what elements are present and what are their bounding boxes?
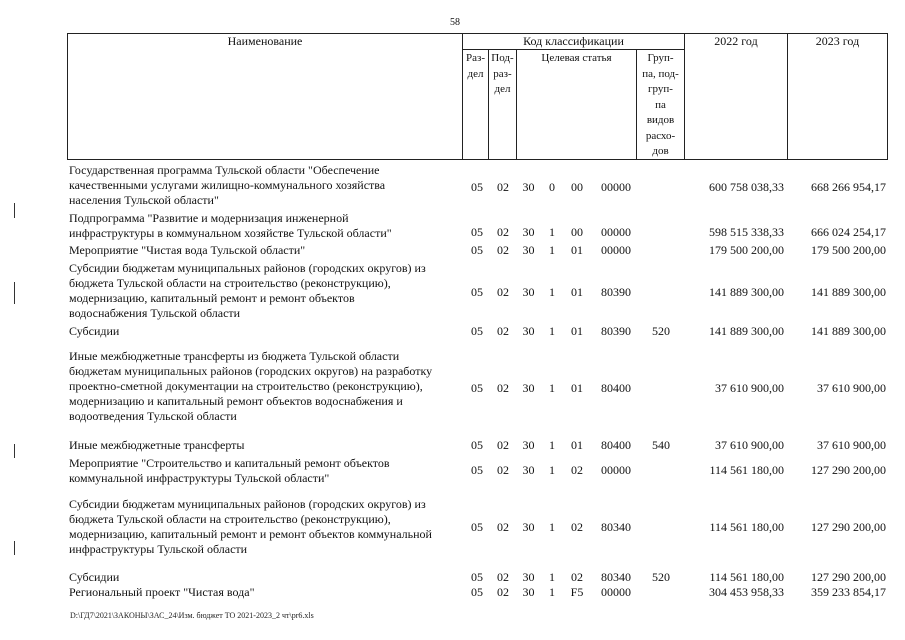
cell-r: 05 [471, 438, 483, 452]
cell-c4: 80340 [601, 570, 631, 584]
cell-v2022: 114 561 180,00 [709, 463, 784, 477]
cell-c4: 80340 [601, 520, 631, 534]
row-name: Субсидии [69, 324, 120, 338]
cell-v2022: 37 610 900,00 [715, 381, 784, 395]
cell-c3: 02 [571, 520, 583, 534]
row-name: Субсидии бюджетам муниципальных районов (городских округов) из бюджета Тульской области на строительство (реконструкцию), модернизацию, капитальный ремонт и ремонт объектов коммунальной инфраструктуры Тульской области [69, 497, 432, 556]
cell-c3: 00 [571, 180, 583, 194]
header-razdel: Раз- дел [465, 52, 485, 80]
cell-v2022: 141 889 300,00 [709, 285, 784, 299]
row-name: Иные межбюджетные трансферты из бюджета Тульской области бюджетам муниципальных районов (городских округов) на разработку проектно-сметной документации на строительство (реконструкцию), модернизацию и капитальный ремонт объектов водоснабжения и водоотведения Тульской области [69, 349, 433, 423]
cell-v2023: 37 610 900,00 [817, 381, 886, 395]
cell-r: 05 [471, 285, 483, 299]
row-name: Субсидии [69, 570, 120, 584]
cell-v2023: 127 290 200,00 [811, 463, 886, 477]
cell-c4: 00000 [601, 225, 631, 239]
margin-mark [14, 541, 15, 555]
cell-r: 05 [471, 243, 483, 257]
cell-c2: 1 [549, 285, 555, 299]
cell-c4: 80390 [601, 285, 631, 299]
cell-c1: 30 [522, 225, 535, 239]
cell-r: 05 [471, 324, 483, 338]
cell-r: 05 [471, 180, 483, 194]
cell-v2023: 37 610 900,00 [817, 438, 886, 452]
cell-c3: 01 [571, 285, 583, 299]
cell-v2023: 141 889 300,00 [811, 324, 886, 338]
cell-v2023: 359 233 854,17 [811, 585, 886, 599]
margin-mark [14, 444, 15, 458]
cell-c1: 30 [522, 585, 535, 599]
cell-c1: 30 [522, 381, 535, 395]
cell-c4: 00000 [601, 243, 631, 257]
cell-c4: 00000 [601, 463, 631, 477]
margin-mark [14, 203, 15, 218]
header-target: Целевая статья [541, 52, 612, 64]
cell-vr: 520 [652, 324, 670, 338]
row-name: Мероприятие "Строительство и капитальный ремонт объектов коммунальной инфраструктуры Тульской области" [69, 456, 390, 485]
row-name: Субсидии бюджетам муниципальных районов (городских округов) из бюджета Тульской области на строительство (реконструкцию), модернизацию, капитальный ремонт и ремонт объектов водоснабжения Тульской области [69, 261, 426, 320]
cell-pr: 02 [497, 438, 509, 452]
cell-c3: 00 [571, 225, 583, 239]
cell-c4: 00000 [601, 585, 631, 599]
cell-pr: 02 [497, 180, 509, 194]
cell-c1: 30 [522, 570, 535, 584]
cell-v2023: 127 290 200,00 [811, 570, 886, 584]
cell-v2022: 114 561 180,00 [709, 570, 784, 584]
cell-c1: 30 [522, 438, 535, 452]
cell-v2022: 37 610 900,00 [715, 438, 784, 452]
cell-c2: 1 [549, 520, 555, 534]
cell-c1: 30 [522, 324, 535, 338]
cell-c2: 1 [549, 438, 555, 452]
cell-c1: 30 [522, 285, 535, 299]
cell-v2023: 179 500 200,00 [811, 243, 886, 257]
cell-pr: 02 [497, 225, 509, 239]
cell-pr: 02 [497, 585, 509, 599]
row-name: Мероприятие "Чистая вода Тульской области" [69, 243, 306, 257]
cell-v2022: 304 453 958,33 [709, 585, 784, 599]
cell-c4: 80400 [601, 381, 631, 395]
cell-pr: 02 [497, 381, 509, 395]
cell-vr: 540 [652, 438, 670, 452]
row-name: Иные межбюджетные трансферты [69, 438, 245, 452]
cell-v2022: 598 515 338,33 [709, 225, 784, 239]
cell-c3: 02 [571, 463, 583, 477]
cell-pr: 02 [497, 570, 509, 584]
cell-r: 05 [471, 381, 483, 395]
row-name: Государственная программа Тульской области "Обеспечение качественными услугами жилищно-коммунального хозяйства населения Тульской области" [69, 163, 386, 207]
cell-v2022: 600 758 038,33 [709, 180, 784, 194]
cell-pr: 02 [497, 243, 509, 257]
cell-pr: 02 [497, 463, 509, 477]
cell-v2023: 668 266 954,17 [811, 180, 886, 194]
file-path-footer: D:\ГД7\2021\ЗАКОНЫ\ЗАС_24\Изм. бюджет ТО 2021-2023_2 чт\pr6.xls [70, 611, 314, 620]
cell-pr: 02 [497, 520, 509, 534]
cell-v2022: 141 889 300,00 [709, 324, 784, 338]
cell-c3: 01 [571, 381, 583, 395]
cell-c2: 1 [549, 570, 555, 584]
cell-pr: 02 [497, 285, 509, 299]
cell-vr: 520 [652, 570, 670, 584]
cell-c3: 01 [571, 438, 583, 452]
cell-c3: 01 [571, 324, 583, 338]
cell-v2022: 114 561 180,00 [709, 520, 784, 534]
header-podrazdel: Под- раз- дел [491, 52, 514, 95]
header-2023: 2023 год [815, 34, 860, 48]
cell-c4: 00000 [601, 180, 631, 194]
cell-v2023: 666 024 254,17 [811, 225, 886, 239]
cell-v2023: 127 290 200,00 [811, 520, 886, 534]
cell-c2: 1 [549, 225, 555, 239]
row-name: Подпрограмма "Развитие и модернизация инженерной инфраструктуры в коммунальном хозяйстве Тульской области" [69, 211, 392, 240]
page-number: 58 [450, 17, 460, 28]
cell-c2: 1 [549, 381, 555, 395]
cell-c2: 0 [549, 180, 555, 194]
cell-c3: 01 [571, 243, 583, 257]
cell-v2022: 179 500 200,00 [709, 243, 784, 257]
cell-c3: F5 [570, 585, 584, 599]
cell-r: 05 [471, 570, 483, 584]
header-code-group: Код классификации [523, 34, 624, 48]
cell-c2: 1 [549, 585, 555, 599]
margin-mark [14, 282, 15, 304]
cell-c1: 30 [522, 180, 535, 194]
cell-c2: 1 [549, 324, 555, 338]
cell-r: 05 [471, 463, 483, 477]
cell-r: 05 [471, 520, 483, 534]
header-name: Наименование [227, 34, 303, 48]
cell-r: 05 [471, 225, 483, 239]
cell-pr: 02 [497, 324, 509, 338]
cell-c2: 1 [549, 463, 555, 477]
row-name: Региональный проект "Чистая вода" [69, 585, 255, 599]
cell-c3: 02 [571, 570, 583, 584]
cell-c1: 30 [522, 463, 535, 477]
header-vid: Груп- па, под- груп- па видов расхо- дов [642, 52, 679, 157]
cell-c4: 80390 [601, 324, 631, 338]
cell-v2023: 141 889 300,00 [811, 285, 886, 299]
cell-c4: 80400 [601, 438, 631, 452]
cell-r: 05 [471, 585, 483, 599]
cell-c2: 1 [549, 243, 555, 257]
cell-c1: 30 [522, 520, 535, 534]
cell-c1: 30 [522, 243, 535, 257]
header-2022: 2022 год [714, 34, 758, 48]
